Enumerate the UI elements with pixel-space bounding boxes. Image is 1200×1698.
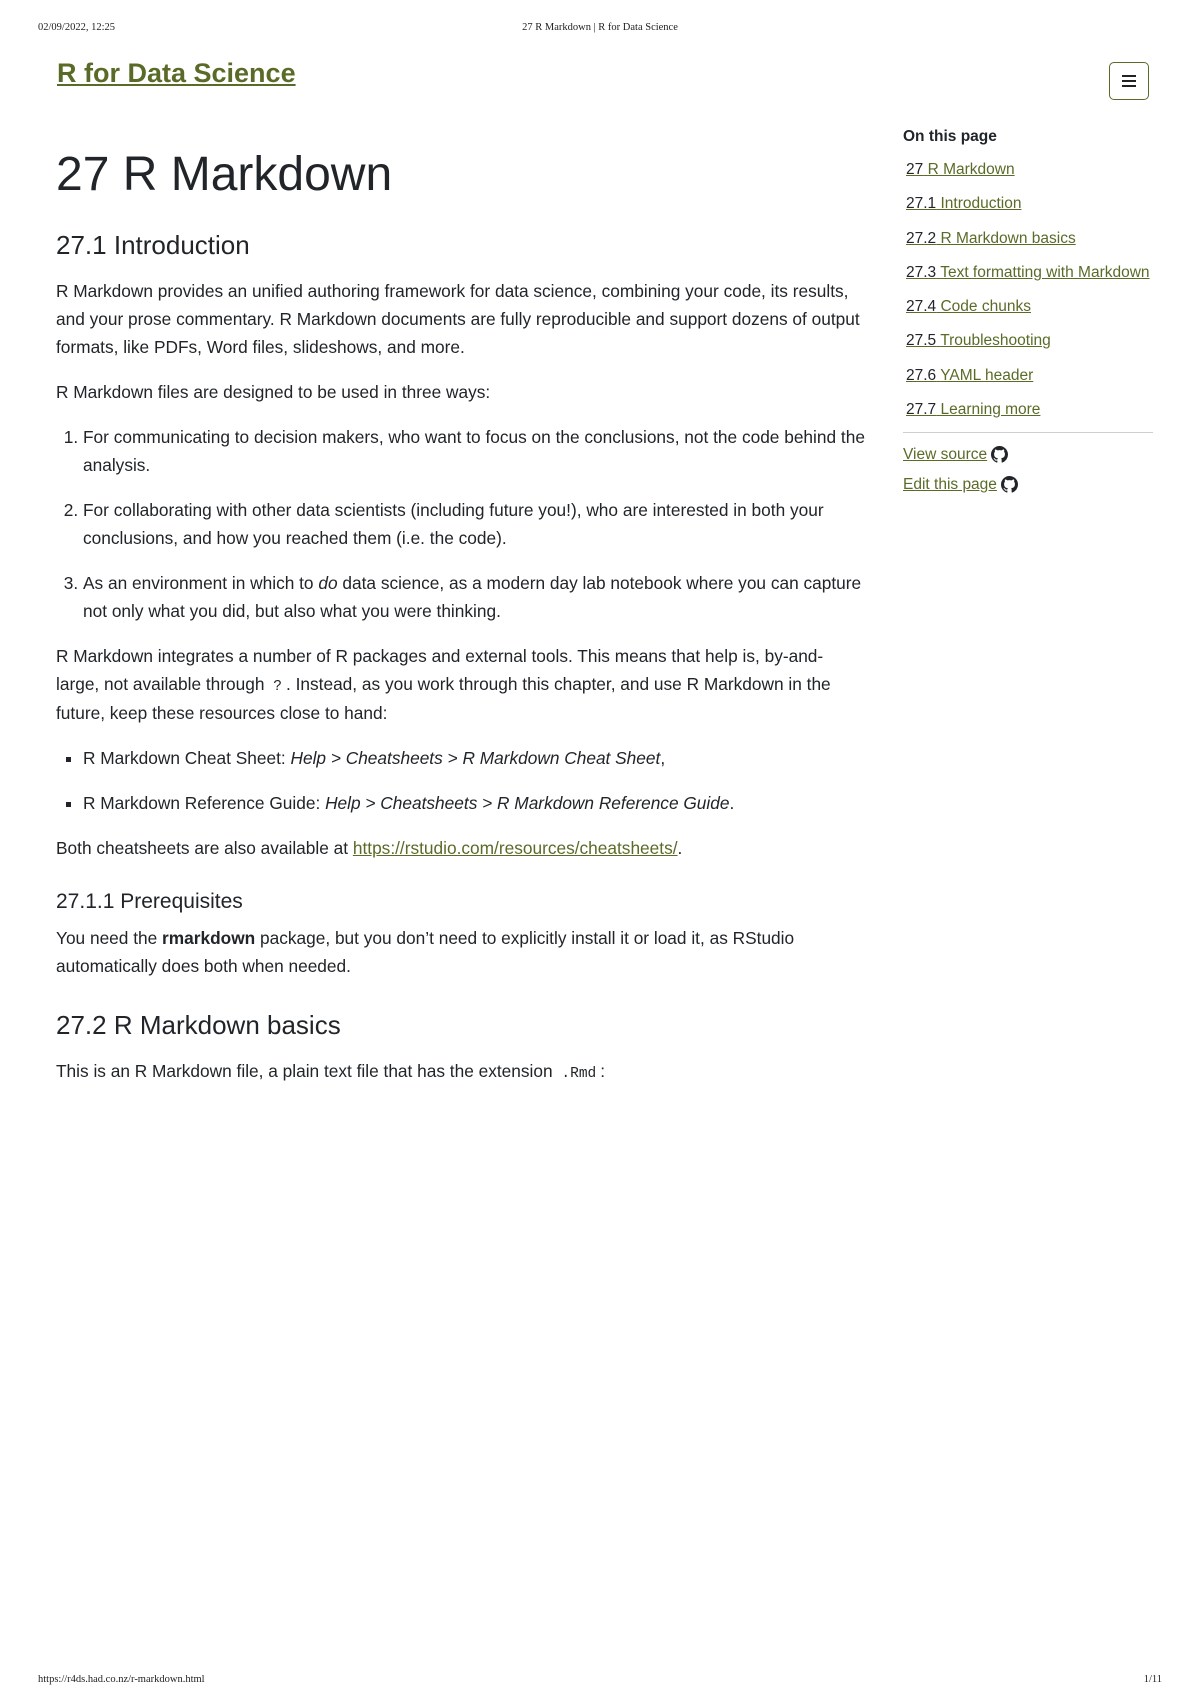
list-item: ▪ R Markdown Reference Guide: Help > Cheatsheets > R Markdown Reference Guide. (83, 789, 866, 817)
subsection-title: Prerequisites (120, 889, 243, 913)
main-content (56, 140, 866, 1103)
section-number: 27.2 (56, 1009, 107, 1040)
subsection-heading-prerequisites (56, 889, 866, 914)
toc-item-learning-more[interactable]: 27.7 Learning more (906, 400, 1041, 418)
cheatsheets-link[interactable]: https://rstudio.com/resources/cheatsheets/ (352, 838, 678, 859)
print-url: https://r4ds.had.co.nz/r-markdown.html (38, 1674, 205, 1685)
list-item: 3. As an environment in which to do data science, as a modern day lab notebook where you can capture not only what you did, but also what you were thinking. (83, 569, 866, 625)
basics-paragraph: This is an R Markdown file, a plain text file that has the extension .Rmd : (56, 1060, 606, 1082)
toc-item-r-markdown[interactable]: 27 R Markdown (906, 161, 1015, 178)
print-page-number: 1/11 (1143, 1674, 1162, 1685)
chapter-title: 27 R Markdown (56, 148, 393, 201)
view-source-link[interactable]: View source (903, 443, 1153, 466)
site-title-link[interactable]: R for Data Science (57, 58, 296, 88)
cheatsheets-paragraph: Both cheatsheets are also available at https://rstudio.com/resources/cheatsheets/. (56, 838, 683, 859)
prereq-paragraph: You need the rmarkdown package, but you don’t need to explicitly install it or load it, as RStudio automatically does both when needed. (56, 927, 795, 976)
toc-item-code-chunks[interactable]: 27.4 Code chunks (906, 298, 1031, 315)
print-page-title: 27 R Markdown | R for Data Science (522, 22, 678, 33)
toc-sidebar (903, 128, 1153, 504)
subsection-number: 27.1.1 (56, 889, 115, 913)
section-heading-introduction (56, 230, 866, 261)
print-header (38, 22, 1162, 36)
toc-title: On this page (903, 128, 997, 145)
section-heading-basics (56, 1010, 866, 1041)
section-title: Introduction (113, 229, 250, 260)
menu-path: Help > Cheatsheets > R Markdown Cheat Sheet (290, 748, 661, 769)
package-name: rmarkdown (162, 927, 256, 948)
toc-divider (903, 432, 1153, 433)
usage-list (56, 423, 866, 625)
inline-code: .Rmd (561, 1065, 597, 1082)
integration-paragraph: R Markdown integrates a number of R packages and external tools. This means that help is, by-and-large, not available through ? . Instead, as you work through this chapter, and use R Markdown in the future, keep these resources close to hand: (56, 645, 831, 724)
menu-button[interactable] (1109, 62, 1149, 100)
edit-page-link[interactable]: Edit this page (903, 473, 1153, 496)
section-title: R Markdown basics (113, 1009, 341, 1040)
toc-item-yaml-header[interactable]: 27.6 YAML header (906, 366, 1034, 384)
github-icon (991, 446, 1008, 463)
intro-paragraph: R Markdown provides an unified authoring framework for data science, combining your code, its results, and your prose commentary. R Markdown documents are fully reproducible and support dozens of output formats, like PDFs, Word files, slideshows, and more. (56, 280, 860, 357)
list-item: 2. For collaborating with other data scientists (including future you!), who are interested in both your conclusions, and how you reached them (i.e. the code). (83, 496, 866, 552)
list-item: 1. For communicating to decision makers, who want to focus on the conclusions, not the code behind the analysis. (83, 423, 866, 479)
toc-item-basics[interactable]: 27.2 R Markdown basics (906, 229, 1076, 247)
list-item: ▪ R Markdown Cheat Sheet: Help > Cheatsheets > R Markdown Cheat Sheet, (83, 744, 866, 772)
hamburger-menu-icon (1122, 75, 1136, 87)
menu-path: Help > Cheatsheets > R Markdown Reference Guide (325, 793, 730, 814)
resources-list (56, 744, 866, 817)
github-icon (1001, 476, 1018, 493)
inline-code: ? (273, 678, 282, 695)
toc-item-text-formatting[interactable]: 27.3 Text formatting with Markdown (906, 263, 1150, 281)
emphasis-text: do (318, 572, 338, 593)
toc-item-troubleshooting[interactable]: 27.5 Troubleshooting (906, 332, 1051, 350)
print-footer (38, 1674, 1162, 1688)
print-datetime: 02/09/2022, 12:25 (38, 22, 116, 33)
section-number: 27.1 (56, 229, 107, 260)
usage-paragraph: R Markdown files are designed to be used in three ways: (56, 381, 491, 402)
toc-item-introduction[interactable]: 27.1 Introduction (906, 195, 1022, 213)
